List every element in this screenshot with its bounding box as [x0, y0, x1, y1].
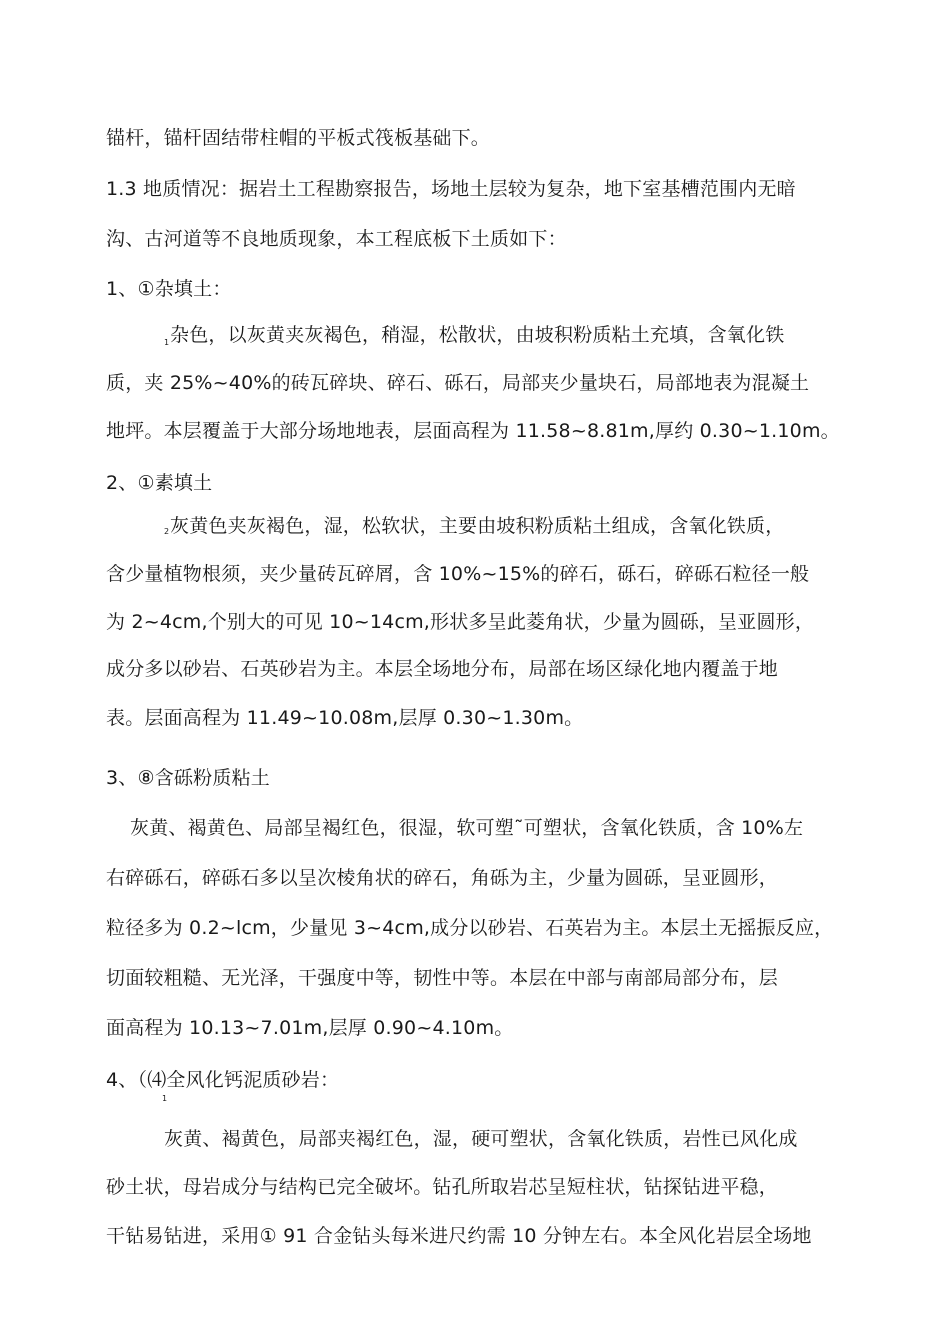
- text-line: 沟、古河道等不良地质现象，本工程底板下土质如下：: [106, 228, 567, 250]
- text-line: 粒径多为 0.2~lcm，少量见 3~4cm,成分以砂岩、石英岩为主。本层土无摇振反应，: [106, 917, 834, 939]
- text-line: 含少量植物根须，夹少量砖瓦碎屑，含 10%~15%的碎石，砾石，碎砾石粒径一般: [106, 563, 810, 585]
- section-heading: 1.3 地质情况：据岩土工程勘察报告，场地土层较为复杂，地下室基槽范围内无暗: [106, 178, 796, 200]
- text-line: 为 2~4cm,个别大的可见 10~14cm,形状多呈此菱角状，少量为圆砾，呈亚圆形，: [106, 611, 815, 633]
- text-line: 灰黄、褐黄色，局部夹褐红色，湿，硬可塑状，含氧化铁质，岩性已风化成: [164, 1128, 798, 1150]
- layer-heading: 1、①杂填土：: [106, 278, 232, 300]
- text-line: 质，夹 25%~40%的砖瓦碎块、碎石、砾石，局部夹少量块石，局部地表为混凝土: [106, 372, 810, 394]
- small-mark: 1: [164, 338, 170, 347]
- small-mark: 2: [164, 527, 170, 536]
- text-line: 干钻易钻进，采用① 91 合金钻头每米进尺约需 10 分钟左右。本全风化岩层全场地: [106, 1225, 812, 1247]
- small-mark: 1: [162, 1094, 168, 1103]
- text-line: 灰黄色夹灰褐色，湿，松软状，主要由坡积粉质粘土组成，含氧化铁质，: [170, 515, 785, 537]
- layer-heading: 3、⑧含砾粉质粘土: [106, 767, 270, 789]
- text-line: 地坪。本层覆盖于大部分场地地表，层面高程为 11.58~8.81m,厚约 0.30~1.10m。: [106, 420, 840, 442]
- layer-heading: 2、①素填土: [106, 472, 213, 494]
- text-line: 表。层面高程为 11.49~10.08m,层厚 0.30~1.30m。: [106, 707, 584, 729]
- text-line: 灰黄、褐黄色、局部呈褐红色，很湿，软可塑˜可塑状，含氧化铁质，含 10%左: [130, 817, 804, 839]
- text-line: 锚杆，锚杆固结带柱帽的平板式筏板基础下。: [106, 127, 491, 149]
- layer-heading: 4、（⑷全风化钙泥质砂岩：: [106, 1069, 340, 1091]
- text-line: 切面较粗糙、无光泽，干强度中等，韧性中等。本层在中部与南部局部分布，层: [106, 967, 779, 989]
- text-line: 杂色，以灰黄夹灰褐色，稍湿，松散状，由坡积粉质粘土充填，含氧化铁: [170, 324, 785, 346]
- text-line: 右碎砾石，碎砾石多以呈次棱角状的碎石，角砾为主，少量为圆砾，呈亚圆形，: [106, 867, 779, 889]
- text-line: 面高程为 10.13~7.01m,层厚 0.90~4.10m。: [106, 1017, 514, 1039]
- text-line: 成分多以砂岩、石英砂岩为主。本层全场地分布，局部在场区绿化地内覆盖于地: [106, 658, 779, 680]
- text-line: 砂土状，母岩成分与结构已完全破坏。钻孔所取岩芯呈短柱状，钻探钻进平稳，: [106, 1176, 779, 1198]
